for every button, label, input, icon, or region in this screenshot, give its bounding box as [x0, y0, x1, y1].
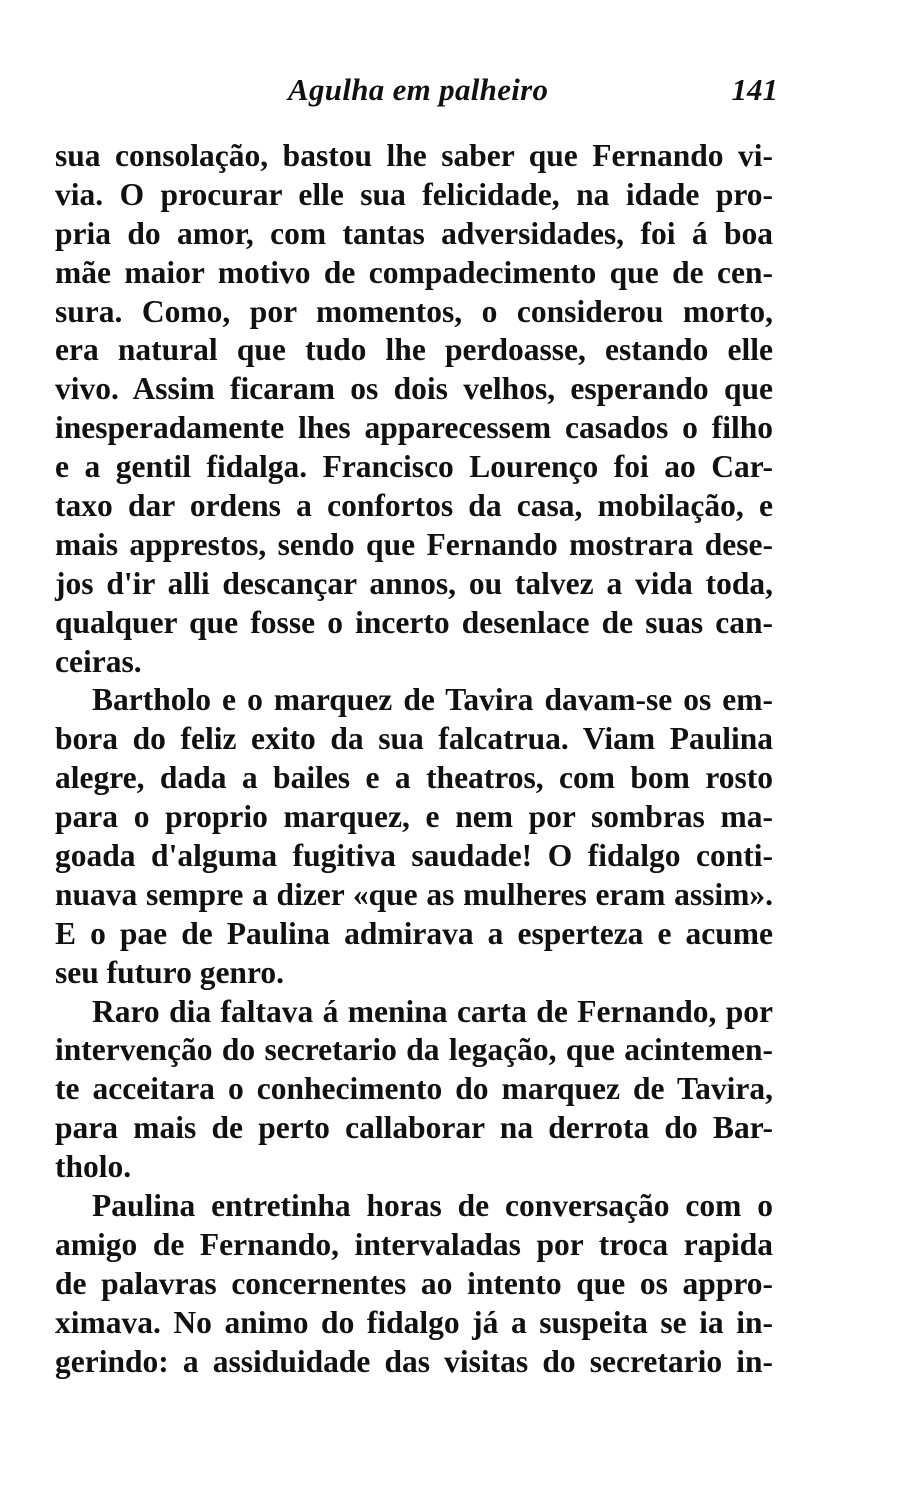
text-line: era natural que tudo lhe perdoasse, estando elle: [55, 332, 773, 368]
text-line: intervenção do secretario da legação, que acintemen-: [55, 1032, 773, 1068]
text-line: E o pae de Paulina admirava a esperteza e acume: [55, 915, 773, 951]
text-line: sua consolação, bastou lhe saber que Fernando vi-: [55, 138, 773, 173]
text-line: gerindo: a assiduidade das visitas do secretario in-: [55, 1343, 773, 1379]
text-line: de palavras concernentes ao intento que os appro-: [55, 1265, 773, 1301]
paragraph: [55, 681, 773, 992]
text-line: mãe maior motivo de compadecimento que de cen-: [55, 254, 773, 290]
text-line: via. O procurar elle sua felicidade, na idade pro-: [55, 176, 773, 212]
page-number: 141: [731, 72, 778, 107]
text-line: jos d'ir alli descançar annos, ou talvez a vida toda,: [55, 565, 773, 601]
paragraph: [55, 1187, 773, 1381]
paragraph: [55, 993, 773, 1187]
running-head: [58, 72, 778, 112]
text-line: sura. Como, por momentos, o considerou morto,: [55, 293, 773, 329]
text-line: ximava. No animo do fidalgo já a suspeita se ia in-: [55, 1304, 773, 1340]
text-line: vivo. Assim ficaram os dois velhos, esperando que: [55, 371, 773, 407]
text-line: tholo.: [55, 1149, 132, 1185]
text-line: ceiras.: [55, 643, 142, 679]
text-line: Bartholo e o marquez de Tavira davam-se os em-: [92, 682, 773, 718]
text-line: taxo dar ordens a confortos da casa, mobilação, e: [55, 488, 773, 524]
text-line: Raro dia faltava á menina carta de Fernando, por: [92, 993, 773, 1029]
text-line: seu futuro genro.: [55, 954, 284, 990]
body-text: [55, 137, 773, 1382]
text-line: nuava sempre a dizer «que as mulheres eram assim».: [55, 876, 773, 912]
text-line: e a gentil fidalga. Francisco Lourenço foi ao Car-: [55, 449, 773, 485]
text-line: te acceitara o conhecimento do marquez de Tavira,: [55, 1071, 773, 1107]
text-line: para mais de perto callaborar na derrota do Bar-: [55, 1110, 773, 1146]
text-line: Paulina entretinha horas de conversação com o: [92, 1188, 773, 1224]
text-line: goada d'alguma fugitiva saudade! O fidalgo conti-: [55, 838, 773, 874]
text-line: pria do amor, com tantas adversidades, foi á boa: [55, 215, 773, 251]
text-line: bora do feliz exito da sua falcatrua. Viam Paulina: [55, 721, 773, 757]
text-line: alegre, dada a bailes e a theatros, com bom rosto: [55, 760, 773, 796]
text-line: inesperadamente lhes apparecessem casados o filho: [55, 410, 773, 446]
text-line: para o proprio marquez, e nem por sombras ma-: [55, 799, 773, 835]
paragraph: [55, 137, 773, 681]
running-title: Agulha em palheiro: [288, 72, 549, 107]
text-line: mais apprestos, sendo que Fernando mostrara dese-: [55, 526, 773, 562]
text-line: amigo de Fernando, intervaladas por troca rapida: [55, 1226, 773, 1262]
text-line: qualquer que fosse o incerto desenlace de suas can-: [55, 604, 773, 640]
